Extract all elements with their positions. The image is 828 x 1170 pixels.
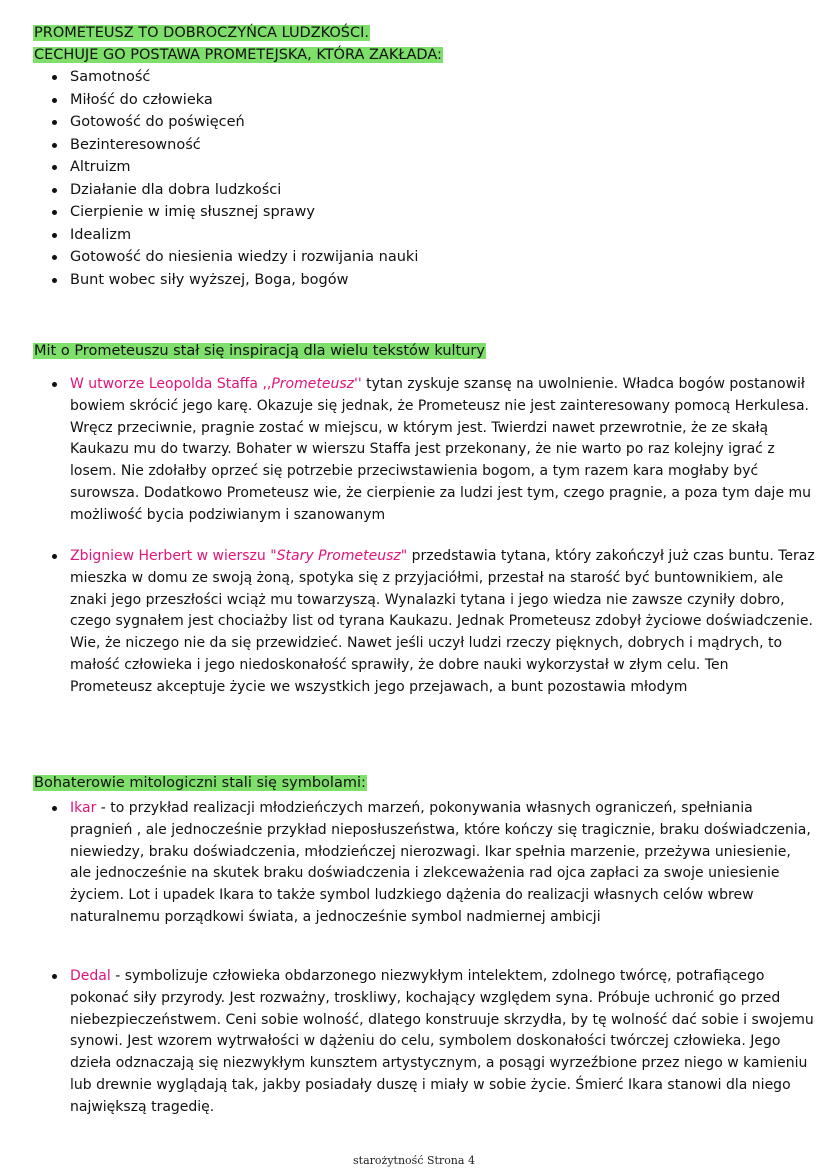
heading-line-1: PROMETEUSZ TO DOBROCZYŃCA LUDZKOŚCI.: [34, 25, 370, 41]
heading-myth: [33, 340, 486, 362]
dedal-name: Dedal: [70, 968, 111, 984]
ikar-name: Ikar: [70, 800, 97, 816]
heading-myth-text: Mit o Prometeuszu stał się inspiracją dla wielu tekstów kultury: [34, 343, 485, 359]
staff-paragraph: [52, 374, 815, 527]
heading-line-2: CECHUJE GO POSTAWA PROMETEJSKA, KTÓRA ZAKŁADA:: [34, 47, 442, 63]
dedal-dash: -: [110, 968, 121, 984]
herbert-title: Stary Prometeusz: [276, 548, 401, 564]
list-item: Miłość do człowieka: [52, 89, 418, 112]
herbert-quote-end: ": [400, 548, 412, 564]
staff-body: tytan zyskuje szansę na uwolnienie. Władca bogów postanowił bowiem skrócić jego karę. Okazuje się jednak, że Prometeusz nie jest zainteresowany pomocą Herkulesa. Wręcz przeciwnie, pragnie zostać w miejscu, w którym jest. Twierdzi nawet przewrotnie, że ze skałą Kaukazu mu do twarzy. Bohater w wierszu Staffa jest przekonany, że nie warto po raz kolejny igrać z losem. Nie zdołałby oprzeć się potrzebie przeciwstawienia bogom, a tym razem kara mogłaby być surowsza. Dodatkowo Prometeusz wie, że cierpienie za ludzi jest tym, czego pragnie, a poza tym daje mu możliwość bycia podziwianym i szanowanym: [70, 376, 812, 523]
list-item: Bezinteresowność: [52, 134, 418, 157]
page-footer: starożytność Strona 4: [353, 1154, 475, 1167]
list-item: Bunt wobec siły wyższej, Boga, bogów: [52, 269, 418, 292]
list-item: Gotowość do poświęceń: [52, 111, 418, 134]
staff-lead: W utworze Leopolda Staffa ,,: [70, 376, 272, 392]
list-item: Cierpienie w imię słusznej sprawy: [52, 201, 418, 224]
dedal-body: symbolizuje człowieka obdarzonego niezwykłym intelektem, zdolnego twórcę, potrafiącego pokonać siły przyrody. Jest rozważny, troskliwy, kochający względem syna. Próbuje uchronić go przed niebezpieczeństwem. Ceni sobie wolność, dlatego konstruuje skrzydła, by tę wolność dać sobie i swojemu synowi. Jest wzorem wytrwałości w dążeniu do celu, symbolem doskonałości twórczej człowieka. Jego dzieła odznaczają się niezwykłym kunsztem artystycznym, a posągi wyrzeźbione przez niego w kamieniu lub drewnie wyglądają tak, jakby posiadały duszę i miały w sobie życie. Śmierć Ikara stanowi dla niego największą tragedię.: [70, 968, 814, 1115]
ikar-body: to przykład realizacji młodzieńczych marzeń, pokonywania własnych ograniczeń, spełniania pragnień , ale jednocześnie przykład nieposłuszeństwa, które kończy się tragicznie, braku doświadczenia, niewiedzy, braku doświadczenia, młodzieńczej nierozwagi. Ikar spełnia marzenie, przeżywa uniesienie, ale jednocześnie na skutek braku doświadczenia i zlekceważenia rad ojca zapłaci za swoje uniesienie życiem. Lot i upadek Ikara to także symbol ludzkiego dążenia do realizacji własnych celów wbrew naturalnemu porządkowi świata, a jednocześnie symbol nadmiernej ambicji: [70, 800, 811, 925]
traits-list: [52, 66, 418, 291]
list-item: Gotowość do niesienia wiedzy i rozwijania nauki: [52, 246, 418, 269]
heading-symbols-text: Bohaterowie mitologiczni stali się symbolami:: [34, 775, 366, 791]
list-item: Samotność: [52, 66, 418, 89]
list-item: Działanie dla dobra ludzkości: [52, 179, 418, 202]
list-item: Altruizm: [52, 156, 418, 179]
heading-symbols: [33, 772, 367, 794]
dedal-paragraph: [52, 966, 815, 1119]
herbert-lead: Zbigniew Herbert w wierszu ": [70, 548, 277, 564]
list-item: Idealizm: [52, 224, 418, 247]
herbert-body: przedstawia tytana, który zakończył już czas buntu. Teraz mieszka w domu ze swoją żoną, spotyka się z przyjaciółmi, przestał na starość być buntownikiem, ale znaki jego przeszłości wciąż mu towarzyszą. Wynalazki tytana i jego wiedza nie zawsze czyniły dobro, czego sygnałem jest chociażby list od tyrana Kaukazu. Jednak Prometeusz zdobył życiowe doświadczenie. Wie, że niczego nie da się przewidzieć. Nawet jeśli uczył ludzi rzeczy pięknych, dobrych i mądrych, to małość człowieka i jego niedoskonałość sprawiły, że dobre nauki wykorzystał w złym celu. Ten Prometeusz akceptuje życie we wszystkich jego przejawach, a bunt pozostawia młodym: [70, 548, 815, 695]
ikar-dash: -: [96, 800, 106, 816]
herbert-paragraph: [52, 546, 815, 699]
ikar-paragraph: [52, 798, 815, 929]
heading-prometeusz: [33, 22, 443, 66]
staff-title: Prometeusz'': [271, 376, 367, 392]
